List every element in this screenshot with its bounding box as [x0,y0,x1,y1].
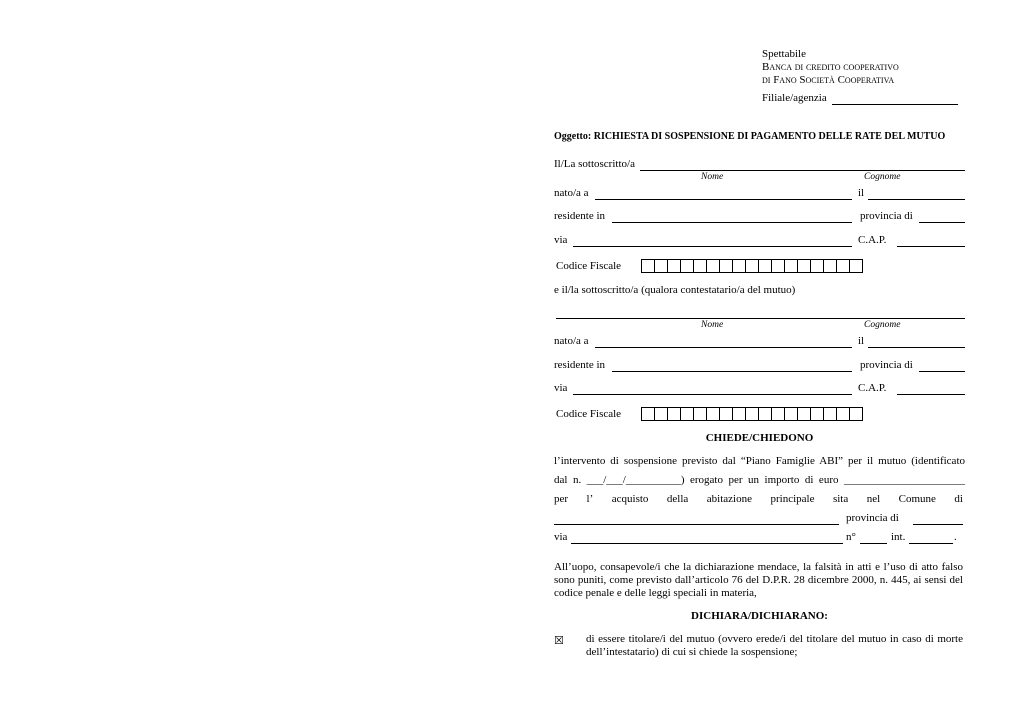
request-province-field[interactable] [913,524,963,525]
zip-field-2[interactable] [897,394,965,395]
request-province-label: provincia di [846,512,899,524]
tax-code-boxes-2[interactable] [641,407,863,421]
province-field[interactable] [919,222,965,223]
declaration-paragraph: All’uopo, consapevole/i che la dichiarazione mendace, la falsità in atti e l’uso di atto falso sono puniti, come previsto dall’articolo 76 del D.P.R. 28 dicembre 2000, n. 445, ai sensi del codice penale e delle leggi speciali in materia, [554,561,963,599]
street-number-field[interactable] [860,543,887,544]
zip-field[interactable] [897,246,965,247]
street-label: via [554,234,568,246]
birthdate-label-2: il [858,335,865,347]
first-name-caption: Nome [701,172,724,182]
word: sita [832,493,849,505]
municipality-field[interactable] [554,524,839,525]
bank-name-line1: Banca di credito cooperativo [762,61,899,73]
request-line-2: dal n. ___/___/__________) erogato per un importo di euro ______________________ [554,474,965,486]
birthdate-field-2[interactable] [868,347,965,348]
residence-field[interactable] [612,222,852,223]
birthplace-label: nato/a a [554,187,589,199]
interior-end: . [954,531,957,543]
word: acquisto [611,493,649,505]
province-label: provincia di [860,210,913,222]
co-holder-label: e il/la sottoscritto/a (qualora contestatario/a del mutuo) [554,284,796,296]
street-label-2: via [554,382,568,394]
birthplace-label-2: nato/a a [554,335,589,347]
birthdate-field[interactable] [868,199,965,200]
request-street-field[interactable] [571,543,843,544]
addressee-label: Spettabile [762,48,806,60]
word: per [554,493,569,505]
street-field-2[interactable] [573,394,852,395]
bank-name-line2: di Fano Società Cooperativa [762,74,895,86]
word: principale [770,493,815,505]
residence-field-2[interactable] [612,371,852,372]
declare-item-1: di essere titolare/i del mutuo (ovvero erede/i del titolare del mutuo in caso di morte dell’intestatario) di cui si chiede la sospensione; [586,633,963,658]
last-name-caption: Cognome [864,172,901,182]
word: della [666,493,689,505]
request-line-3 [554,493,963,505]
residence-label: residente in [554,210,606,222]
province-label-2: provincia di [860,359,913,371]
undersigned-name-field[interactable] [640,170,965,171]
interior-field[interactable] [909,543,953,544]
residence-label-2: residente in [554,359,606,371]
word: di [954,493,963,505]
last-name-caption-2: Cognome [864,320,901,330]
zip-label-2: C.A.P. [858,382,887,394]
tax-code-label: Codice Fiscale [556,260,622,272]
branch-field[interactable] [832,104,958,105]
co-holder-name-field[interactable] [556,318,965,319]
declare-heading: DICHIARA/DICHIARANO: [691,610,828,622]
birthdate-label: il [858,187,865,199]
street-number-label: n° [846,531,856,543]
first-name-caption-2: Nome [701,320,724,330]
subject-text: RICHIESTA DI SOSPENSIONE DI PAGAMENTO DELLE RATE DEL MUTUO [593,131,946,142]
request-heading: CHIEDE/CHIEDONO [705,432,814,444]
zip-label: C.A.P. [858,234,887,246]
tax-code-boxes[interactable] [641,259,863,273]
province-field-2[interactable] [919,371,965,372]
branch-label: Filiale/agenzia [762,92,827,104]
undersigned-label: Il/La sottoscritto/a [554,158,635,170]
word: Comune [898,493,936,505]
street-field[interactable] [573,246,852,247]
request-line-1: l’intervento di sospensione previsto dal “Piano Famiglie ABI” per il mutuo (identificato [554,455,965,467]
checked-box-icon[interactable]: ☒ [554,634,564,647]
subject-label: Oggetto: [554,131,592,142]
word: l’ [586,493,594,505]
word: abitazione [706,493,752,505]
request-street-label: via [554,531,568,543]
tax-code-label-2: Codice Fiscale [556,408,622,420]
subject-line [554,131,945,142]
word: nel [866,493,881,505]
interior-label: int. [891,531,906,543]
birthplace-field[interactable] [595,199,852,200]
birthplace-field-2[interactable] [595,347,852,348]
